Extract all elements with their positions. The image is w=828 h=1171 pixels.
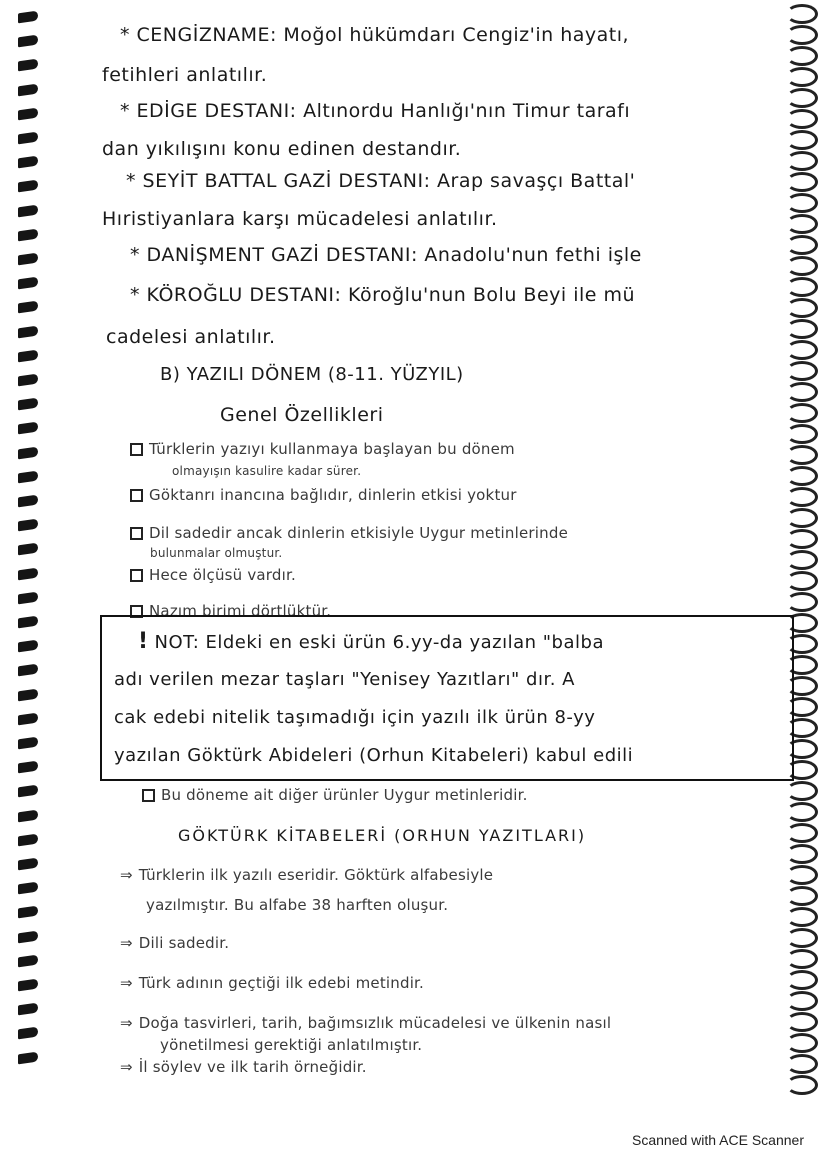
binding-hole [18, 301, 38, 314]
note-line: * KÖROĞLU DESTANI: Köroğlu'nun Bolu Beyi ile mü [130, 284, 636, 306]
spiral-coil [786, 403, 818, 423]
bullet-text: Göktanrı inancına bağlıdır, dinlerin etkisi yoktur [149, 486, 517, 504]
binding-hole [18, 422, 38, 435]
spiral-coil [786, 802, 818, 822]
binding-hole [18, 712, 38, 725]
note-line: Hıristiyanlara karşı mücadelesi anlatılır. [102, 208, 498, 230]
spiral-coil [786, 886, 818, 906]
spiral-coil [786, 970, 818, 990]
bullet-text: Türklerin yazıyı kullanmaya başlayan bu dönem [149, 440, 515, 458]
spiral-coil [786, 949, 818, 969]
spiral-coil [786, 46, 818, 66]
arrow-continuation: yazılmıştır. Bu alfabe 38 harften oluşur. [146, 896, 449, 914]
binding-hole [18, 858, 38, 871]
bullet-continuation: olmayışın kasulire kadar sürer. [172, 464, 362, 478]
spiral-coil [786, 991, 818, 1011]
spiral-coil [786, 319, 818, 339]
exclamation-icon: ! [138, 629, 149, 654]
binding-hole [18, 277, 38, 290]
binding-hole [18, 253, 38, 266]
spiral-coil [786, 130, 818, 150]
arrow-item [120, 974, 424, 992]
spiral-coil [786, 214, 818, 234]
bullet-square-icon [142, 789, 155, 802]
spiral-coil [786, 466, 818, 486]
binding-hole [18, 979, 38, 992]
spiral-coil [786, 298, 818, 318]
double-arrow-icon: ⇒ [120, 934, 133, 952]
spiral-coil [786, 781, 818, 801]
binding-hole [18, 906, 38, 919]
binding-hole [18, 882, 38, 895]
spiral-coil [786, 4, 818, 24]
note-line: adı verilen mezar taşları "Yenisey Yazıtları" dır. A [114, 669, 575, 690]
notebook-binding-holes [18, 0, 48, 1080]
binding-hole [18, 664, 38, 677]
note-box [100, 615, 794, 781]
binding-hole [18, 1027, 38, 1040]
spiral-coil [786, 844, 818, 864]
binding-hole [18, 737, 38, 750]
binding-hole [18, 640, 38, 653]
arrow-text: Türklerin ilk yazılı eseridir. Göktürk alfabesiyle [138, 866, 494, 884]
note-line: * CENGİZNAME: Moğol hükümdarı Cengiz'in hayatı, [120, 24, 630, 46]
bullet-square-icon [130, 489, 143, 502]
spiral-coil [786, 361, 818, 381]
binding-hole [18, 470, 38, 483]
spiral-coil [786, 25, 818, 45]
binding-hole [18, 180, 38, 193]
bullet-continuation: bulunmalar olmuştur. [150, 546, 283, 560]
spiral-coil [786, 109, 818, 129]
bullet-square-icon [130, 443, 143, 456]
binding-hole [18, 785, 38, 798]
spiral-coil [786, 823, 818, 843]
binding-hole [18, 374, 38, 387]
bullet-text: Dil sadedir ancak dinlerin etkisiyle Uygur metinlerinde [149, 524, 569, 542]
arrow-text: İl söylev ve ilk tarih örneğidir. [138, 1058, 367, 1076]
spiral-coil [786, 193, 818, 213]
spiral-coil [786, 445, 818, 465]
subsection-heading: Genel Özellikleri [220, 404, 384, 426]
arrow-item [120, 934, 229, 952]
bullet-text: Nazım birimi dörtlüktür. [149, 602, 332, 620]
bullet-square-icon [130, 527, 143, 540]
double-arrow-icon: ⇒ [120, 1014, 133, 1032]
arrow-item [120, 1014, 611, 1032]
binding-hole [18, 1051, 38, 1064]
bullet-text: Bu döneme ait diğer ürünler Uygur metinleridir. [161, 786, 528, 804]
spiral-coil [786, 487, 818, 507]
bullet-item [130, 566, 296, 584]
spiral-coil [786, 424, 818, 444]
binding-hole [18, 591, 38, 604]
spiral-coil [786, 1054, 818, 1074]
spiral-coil [786, 1012, 818, 1032]
bullet-text: Hece ölçüsü vardır. [149, 566, 296, 584]
spiral-coil [786, 277, 818, 297]
binding-hole [18, 156, 38, 169]
spiral-coil [786, 151, 818, 171]
note-line: * SEYİT BATTAL GAZİ DESTANI: Arap savaşçı Battal' [126, 170, 636, 192]
bullet-square-icon [130, 569, 143, 582]
spiral-coil [786, 550, 818, 570]
spiral-coil [786, 571, 818, 591]
spiral-coil [786, 928, 818, 948]
spiral-coil [786, 67, 818, 87]
binding-hole [18, 809, 38, 822]
binding-hole [18, 83, 38, 96]
section-heading: GÖKTÜRK KİTABELERİ (ORHUN YAZITLARI) [178, 826, 587, 845]
note-line: cadelesi anlatılır. [106, 326, 276, 348]
binding-hole [18, 107, 38, 120]
binding-hole [18, 35, 38, 48]
double-arrow-icon: ⇒ [120, 866, 133, 884]
note-line: yazılan Göktürk Abideleri (Orhun Kitabeleri) kabul edili [114, 745, 634, 766]
spiral-coil [786, 865, 818, 885]
bullet-item [130, 524, 568, 542]
bullet-item [142, 786, 528, 804]
binding-hole [18, 616, 38, 629]
note-line: * EDİGE DESTANI: Altınordu Hanlığı'nın Timur tarafı [120, 100, 631, 122]
binding-hole [18, 1003, 38, 1016]
bullet-item [130, 486, 517, 504]
binding-hole [18, 59, 38, 72]
spiral-coil [786, 88, 818, 108]
bullet-item [130, 440, 515, 458]
binding-hole [18, 349, 38, 362]
binding-hole [18, 833, 38, 846]
binding-hole [18, 228, 38, 241]
spiral-coil [786, 256, 818, 276]
spiral-coil [786, 529, 818, 549]
binding-hole [18, 543, 38, 556]
note-line: * DANİŞMENT GAZİ DESTANI: Anadolu'nun fethi işle [130, 244, 642, 266]
spiral-coil [786, 1075, 818, 1095]
spiral-coil [786, 340, 818, 360]
arrow-continuation: yönetilmesi gerektiği anlatılmıştır. [160, 1036, 423, 1054]
arrow-item [120, 1058, 367, 1076]
binding-hole [18, 325, 38, 338]
arrow-text: Dili sadedir. [138, 934, 230, 952]
binding-hole [18, 930, 38, 943]
binding-hole [18, 688, 38, 701]
binding-hole [18, 446, 38, 459]
binding-hole [18, 204, 38, 217]
binding-hole [18, 567, 38, 580]
binding-hole [18, 132, 38, 145]
spiral-coil [786, 235, 818, 255]
spiral-coil [786, 382, 818, 402]
note-line: dan yıkılışını konu edinen destandır. [102, 138, 462, 160]
binding-hole [18, 761, 38, 774]
arrow-item [120, 866, 493, 884]
spiral-coil [786, 508, 818, 528]
binding-hole [18, 495, 38, 508]
binding-hole [18, 954, 38, 967]
double-arrow-icon: ⇒ [120, 1058, 133, 1076]
note-line [138, 629, 604, 654]
spiral-binding [778, 0, 818, 1110]
binding-hole [18, 519, 38, 532]
spiral-coil [786, 172, 818, 192]
section-heading: B) YAZILI DÖNEM (8-11. YÜZYIL) [160, 364, 464, 385]
spiral-coil [786, 592, 818, 612]
spiral-coil [786, 907, 818, 927]
spiral-coil [786, 1033, 818, 1053]
double-arrow-icon: ⇒ [120, 974, 133, 992]
note-line: cak edebi nitelik taşımadığı için yazılı ilk ürün 8-yy [114, 707, 596, 728]
note-text: NOT: Eldeki en eski ürün 6.yy-da yazılan "balba [154, 632, 604, 653]
scanner-watermark: Scanned with ACE Scanner [632, 1132, 804, 1148]
binding-hole [18, 11, 38, 24]
arrow-text: Türk adının geçtiği ilk edebi metindir. [138, 974, 425, 992]
arrow-text: Doğa tasvirleri, tarih, bağımsızlık mücadelesi ve ülkenin nasıl [138, 1014, 612, 1032]
binding-hole [18, 398, 38, 411]
note-line: fetihleri anlatılır. [102, 64, 268, 86]
